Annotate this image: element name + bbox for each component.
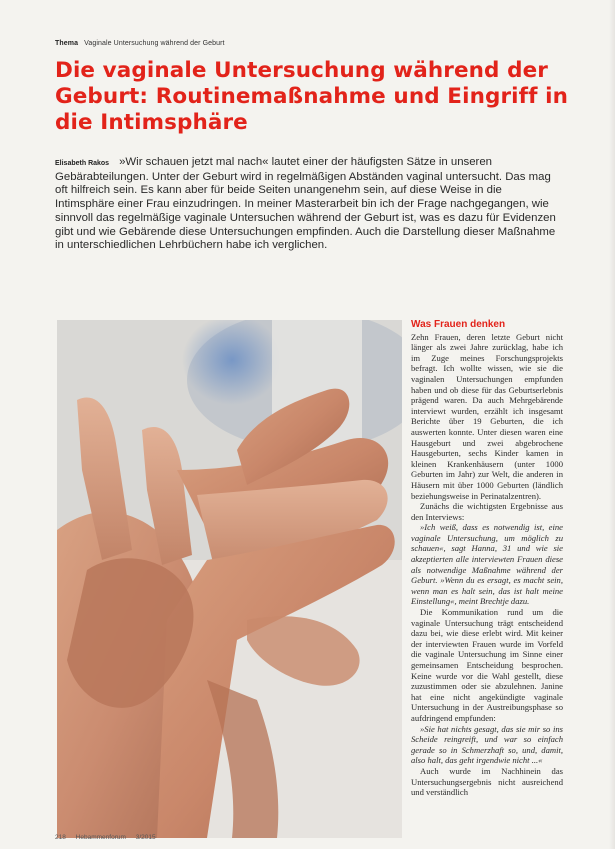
sidebar-paragraph: Die Kommunikation rund um die vaginale Untersuchung trägt entscheidend dazu bei, wie diese erlebt wird. Mit keiner der interviewten Frauen wurde im Vorfeld die vaginale Untersuchung im Sinne einer gemeinsamen Entscheidung besprochen. Keine wurde vor die Wahl gestellt, diese zuzustimmen oder sie abzulehnen. Janine hat eine nicht angekündigte vaginale Untersuchung in der Austreibungsphase so aufdringend empfunden: bbox=[411, 607, 563, 723]
article-title: Die vaginale Untersuchung während der Geburt: Routinemaßnahme und Eingriff in die Intimsphäre bbox=[55, 58, 569, 135]
journal-issue: 3/2015 bbox=[135, 834, 156, 841]
journal-name: Hebammenforum bbox=[75, 834, 126, 841]
sidebar-paragraph: Zehn Frauen, deren letzte Geburt nicht länger als zwei Jahre zurücklag, habe ich im Zuge meines Forschungsprojekts befragt. Ich wollte wissen, wie sie die vaginalen Untersuchungen empfunden haben und ob diese für das Geburtserlebnis prägend waren. Da auch Mehrgebärende interviewt wurden, erzählt ich insgesamt Berichte über 19 Geburten, die ich auswerten konnte. Unter diesen waren eine Hausgeburt und zwei abgebrochene Hausgeburten, sechs Kinder kamen in kleinen Krankenhäusern (unter 1000 Geburten im Jahr) zur Welt, die anderen in Häusern mit über 1000 Geburten (ländlich beziehungsweise in Perinatalzentren). bbox=[411, 331, 563, 501]
page-edge-shadow bbox=[609, 0, 615, 849]
article-photo-hands bbox=[57, 320, 402, 838]
sidebar-quote: »Ich weiß, dass es notwendig ist, eine vaginale Untersuchung, um möglich zu schauen«, sagt Hanna, 31 und wie sie akzeptierten alle interviewten Frauen diese als notwendige Maßnahme während der Geburt. »Wenn du es ersagt, es macht sein, wenn man es halt sein, das ist halt meine Einstellung«, meint Brechtje dazu. bbox=[411, 522, 563, 607]
sidebar-heading: Was Frauen denken bbox=[411, 319, 506, 330]
sidebar-paragraph: Zunächs die wichtigsten Ergebnisse aus den Interviews: bbox=[411, 501, 563, 522]
author-name: Elisabeth Rakos bbox=[55, 160, 110, 167]
page-number: 218 bbox=[55, 834, 66, 841]
section-subject: Vaginale Untersuchung während der Geburt bbox=[84, 40, 225, 47]
lead-text: »Wir schauen jetzt mal nach« lautet einer der häufigsten Sätze in unseren Gebärabteilungen. Unter der Geburt wird in regelmäßigen Abständen vaginal untersucht. Das mag oft hilfreich sein. Es kann aber für beide Seiten unangenehm sein, auf diese Weise in die Intimsphäre einer Frau einzudringen. In meiner Masterarbeit bin ich der Frage nachgegangen, wie sinnvoll das regelmäßige vaginale Untersuchen während der Geburt ist, was es dazu für Evidenzen gibt und wie Gebärende diese Untersuchungen empfinden. Auch die Darstellung dieser Maßnahme in unterschiedlichen Lehrbüchern habe ich verglichen. bbox=[55, 156, 556, 252]
sidebar-quote: »Sie hat nichts gesagt, das sie mir so ins Scheide reingreift, und war so einfach gerade so in Schmerzhaft so, und, damit, also halt, das geht irgendwie nicht ...« bbox=[411, 723, 563, 766]
sidebar-column bbox=[411, 320, 563, 798]
section-header bbox=[55, 40, 225, 47]
page-footer bbox=[55, 834, 164, 841]
article-lead bbox=[55, 156, 560, 253]
section-label: Thema bbox=[55, 40, 79, 47]
sidebar-paragraph: Auch wurde im Nachhinein das Untersuchungsergebnis nicht ausreichend und verständlich bbox=[411, 765, 563, 798]
